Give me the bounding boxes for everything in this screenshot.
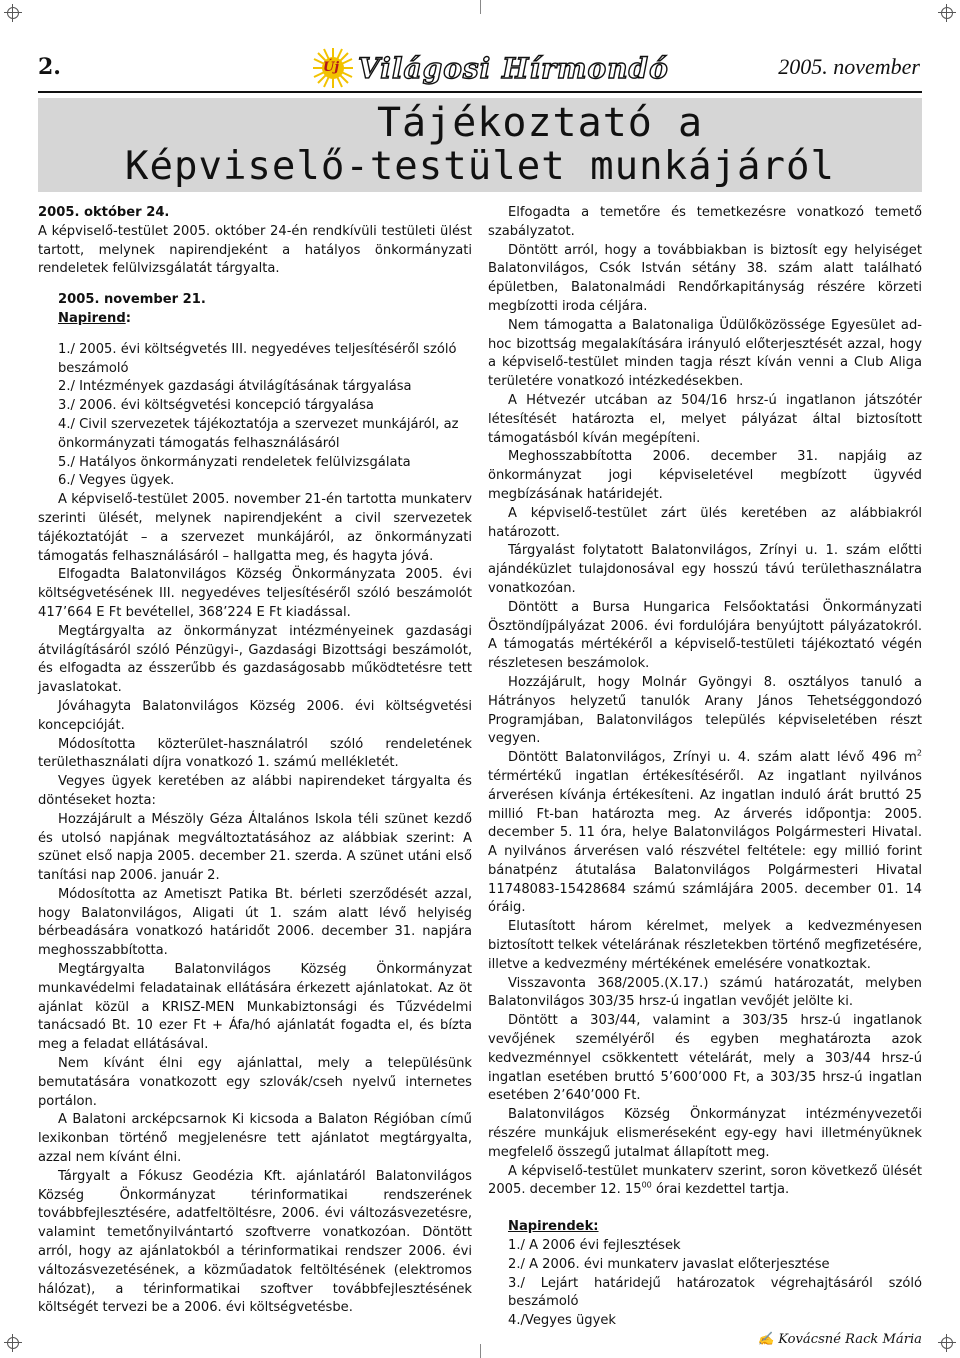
paragraph: Tárgyalt a Fókusz Geodézia Kft. ajánlatáról Balatonvilágos Község Önkormányzat térinformatikai rendszerének továbbfejlesztésére, adatfeltöltésre, 2006. évi változásvezetésre, valamint temetőnyilvántartó szoftverre vonatkozóan. Döntött arról, hogy az ajánlatokból a térinformatikai rendszer 2006. évi változásvezetésének, a közműadatok feltöltésének (elektromos hálózat), a térinformatikai szoftver továbbfejlesztésének költségét tervezi be a 2006. évi költségvetésbe. xyxy=(38,1168,472,1316)
paragraph: Vegyes ügyek keretében az alábbi napirendeket tárgyalta és döntéseket hozta: xyxy=(38,774,472,808)
paragraph: Nem kívánt élni egy ajánlattal, mely a településünk bemutatására vonatkozott egy szlovák/cseh nyelvű internetes portálon. xyxy=(38,1056,472,1109)
header-rule xyxy=(38,91,922,93)
paragraph: Hozzájárult a Mészöly Géza Általános Iskola téli szünet kezdő és utolsó napjának megváltoztatásához az alábbiak szerint: A szünet első napja 2005. december 21. szerda. A szünet utáni első tanítási nap 2006. január 2. xyxy=(38,811,472,884)
agenda-item: 3./ 2006. évi költségvetési koncepció tárgyalása xyxy=(58,398,374,414)
agenda-item: 3./ Lejárt határidejű határozatok végrehajtásáról szóló beszámoló xyxy=(508,1275,922,1310)
registration-mark-icon xyxy=(4,1334,22,1352)
sun-logo-icon xyxy=(310,48,356,88)
paragraph: Módosította az Ametiszt Patika Bt. bérleti szerződését azzal, hogy Balatonvilágos, Aligati út 1. szám alatt lévő helyiség bérbeadására vonatkozó határidőt 2006. december 31. napjára meghosszabbította. xyxy=(38,886,472,959)
masthead-title: Világosi Hírmondó xyxy=(358,51,669,85)
paragraph: A képviselő-testület 2005. november 21-én tartotta munkaterv szerinti ülését, melynek napirendjeként a civil szervezetek tájékoztatóját – a szervezet munkájáról, az önkormányzati támogatás felhasználásáról – hallgatta meg, és hagyta jóvá. xyxy=(38,492,472,564)
spacer xyxy=(38,279,472,291)
title-band xyxy=(38,98,922,192)
paragraph: Meghosszabbította 2006. december 31. napjáig az önkormányzat jogi képviseletével megbízott ügyvéd megbízásának határidejét. xyxy=(488,449,922,502)
issue-date: 2005. november xyxy=(778,54,920,79)
date-heading: 2005. november 21. xyxy=(58,292,206,308)
paragraph: Elutasított három kérelmet, melyek a kedvezményesen biztosított telkek vételárának részletekben történő megfizetésére, illetve a kedvezmény mértékének emelésére vonatkoztak. xyxy=(488,919,922,972)
paragraph: Döntött a 303/44, valamint a 303/35 hrsz-ú ingatlanok vevőjének személyéről és egyben meghatározta azok kedvezménnyel csökkentett vételárát, mely a 303/44 hrsz-ú ingatlan esetében bruttó 5’600’000 Ft, a 303/35 hrsz-ú ingatlan esetében 2’640’000 Ft. xyxy=(488,1013,922,1104)
title-line-1: Tájékoztató a xyxy=(376,100,704,146)
agenda-heading: Napirend: xyxy=(58,310,131,326)
spacer xyxy=(488,1200,922,1218)
crop-mark xyxy=(480,1344,481,1358)
sun-word: Új xyxy=(323,60,340,75)
paragraph: A Hétvezér utcában az 504/16 hrsz-ú ingatlanon játszótér létesítését határozta el, melyet pályázat által biztosított támogatásból kíván megépíteni. xyxy=(488,392,922,446)
title-line-2: Képviselő-testület munkájáról xyxy=(125,144,835,189)
paragraph: A képviselő-testület 2005. október 24-én rendkívüli testületi ülést tartott, melynek napirendjeként a hatályos önkormányzati rendeletek felülvizsgálatát tárgyalta. xyxy=(38,223,472,277)
agenda-item: 5./ Hatályos önkormányzati rendeletek felülvizsgálata xyxy=(58,454,411,470)
spacer xyxy=(38,329,472,341)
agenda-item: 1./ A 2006 évi fejlesztések xyxy=(508,1238,681,1254)
right-column xyxy=(488,204,922,1350)
masthead xyxy=(310,48,669,88)
paragraph: Megtárgyalta az önkormányzat intézményeinek gazdasági átvilágításáról szóló Pénzügyi-, Gazdasági Bizottsági beszámolót, és elfogadta az ésszerűbb és gazdaságosabb működtetésre tett javaslatokat. xyxy=(38,623,472,696)
paragraph: A képviselő-testület munkaterv szerint, soron következő ülését 2005. december 12. $15^{00}$ órai kezdettel tartja. xyxy=(488,1163,922,1198)
paragraph: Nem támogatta a Balatonaliga Üdülőközössége Egyesület ad-hoc bizottság megalakítására irányuló előterjesztését azzal, hogy a képviselő-testület minden tagja részt kíván venni a Club Aliga területére vonatkozó intézkedésekben. xyxy=(488,317,922,390)
paragraph: Tárgyalást folytatott Balatonvilágos, Zrínyi u. 1. szám előtti ajándéküzlet tulajdonosával egy hosszú távú területhasználatra vonatkozóan. xyxy=(488,543,922,596)
author-signature: ✍ Kovácsné Rack Mária xyxy=(757,1332,922,1348)
agenda-item: 2./ A 2006. évi munkaterv javaslat előterjesztése xyxy=(508,1256,830,1272)
paragraph: Balatonvilágos Község Önkormányzat intézményvezetői részére munkájuk elismeréseként egy-egy havi illetményüknek megfelelő összegű jutalmat állapított meg. xyxy=(488,1107,922,1160)
paragraph: Megtárgyalta Balatonvilágos Község Önkormányzat munkavédelmi feladatainak ellátására érkezett ajánlatokat. Az öt ajánlat közül a KRISZ-MEN Munkabiztonsági és Tűzvédelmi tanácsadó Bt. 10 ezer Ft + Áfa/hó ajánlatát fogadta el, és bízta meg a feladat ellátásával. xyxy=(38,962,472,1053)
paragraph: Hozzájárult, hogy Molnár Gyöngyi 8. osztályos tanuló a Hátrányos helyzetű tanulók Arany János Tehetséggondozó Programjában, Balatonvilágos település képviseletében részt vegyen. xyxy=(488,674,922,747)
agenda-label: Napirendek: xyxy=(508,1219,599,1235)
registration-mark-icon xyxy=(938,4,956,22)
paragraph: Döntött Balatonvilágos, Zrínyi u. 4. szám alatt lévő 496 $m^2$ térmértékű ingatlan értékesítéséről. Az ingatlant nyilvános árverésen kívánja értékesíteni. Az ingatlan induló árát bruttó 25 millió Ft-ban határozta meg. Az árverés időpontja: 2005. december 5. 11 óra, helye Balatonvilágos Polgármesteri Hivatal. A nyilvános árverésen való részvétel feltétele: egy millió forint bánatpénz átutalása Balatonvilágos Polgármesteri Hivatal 11748083-15428684 számú számlájára 2005. december 01. 14 óráig. xyxy=(488,748,922,916)
date-heading: 2005. október 24. xyxy=(38,205,170,220)
paragraph: Elfogadta Balatonvilágos Község Önkormányzata 2005. évi költségvetésének III. negyedéves teljesítéséről szóló beszámolót 417’664 E Ft bevétellel, 368’224 E Ft kiadással. xyxy=(38,567,472,620)
agenda-heading xyxy=(488,1218,922,1237)
agenda-item: 1./ 2005. évi költségvetés III. negyedéves teljesítéséről szóló beszámoló xyxy=(58,341,457,376)
page-number: 2. xyxy=(38,54,61,80)
agenda-label: Napirend xyxy=(58,310,126,326)
agenda-item: 6./ Vegyes ügyek. xyxy=(58,473,175,489)
paragraph: Döntött a Bursa Hungarica Felsőoktatási Önkormányzati Ösztöndíjpályázat 2006. évi fordulójára benyújtott pályázatokról. A támogatás mértékéről a képviselő-testületi tájékoztató végén részletesen beszámolok. xyxy=(488,599,922,672)
page-header xyxy=(38,46,922,88)
agenda-item: 4./ Civil szervezetek tájékoztatója a szervezet munkájáról, az önkormányzati támogatás felhasználásáról xyxy=(58,416,459,451)
agenda-item: 4./Vegyes ügyek xyxy=(508,1313,616,1329)
paragraph: Módosította közterület-használatról szóló rendeletének területhasználati díjra vonatkozó 1. számú mellékletét. xyxy=(38,736,472,771)
agenda-item: 2./ Intézmények gazdasági átvilágításának tárgyalása xyxy=(58,379,412,395)
registration-mark-icon xyxy=(4,4,22,22)
paragraph: Döntött arról, hogy a továbbiakban is biztosít egy helyiséget Balatonvilágos, Csók István sétány 38. szám alatt található épületben, Balatonalmádi Rendőrkapitányság részére körzeti megbízotti iroda céljára. xyxy=(488,242,922,314)
left-column xyxy=(38,204,472,1318)
paragraph: Jóváhagyta Balatonvilágos Község 2006. évi költségvetési koncepcióját. xyxy=(38,698,472,733)
paragraph: A képviselő-testület zárt ülés keretében az alábbiakról határozott. xyxy=(488,505,922,540)
crop-mark xyxy=(480,0,481,14)
paragraph: Elfogadta a temetőre és temetkezésre vonatkozó temető szabályzatot. xyxy=(488,205,922,239)
paragraph: Visszavonta 368/2005.(X.17.) számú határozatát, melyben Balatonvilágos 303/35 hrsz-ú ingatlan vevőjét jelölte ki. xyxy=(488,975,922,1010)
registration-mark-icon xyxy=(938,1334,956,1352)
paragraph: A Balatoni arcképcsarnok Ki kicsoda a Balaton Régióban című lexikonban történő megjelenésre tett ajánlatot megtárgyalta, azzal nem kívánt élni. xyxy=(38,1112,472,1166)
